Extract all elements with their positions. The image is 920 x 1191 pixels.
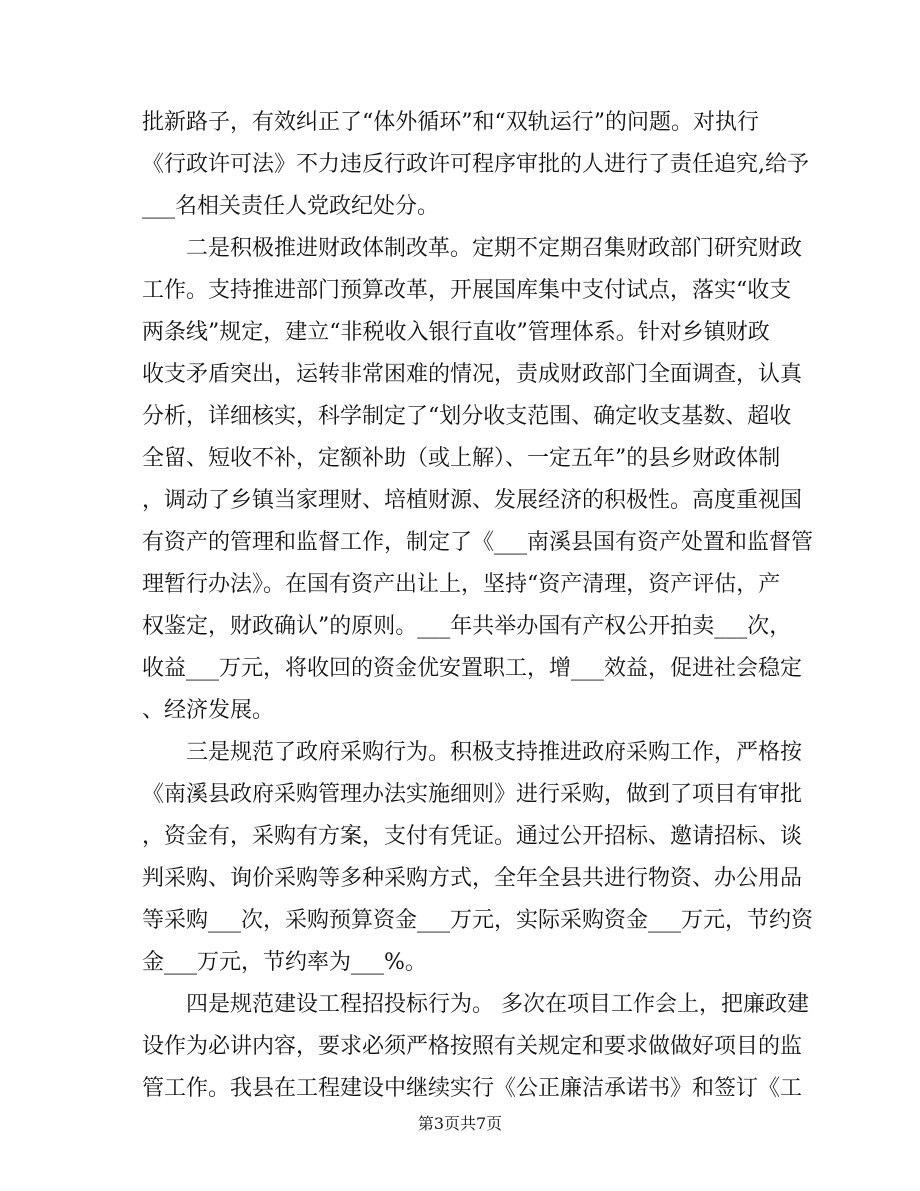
text-line-3: ___名相关责任人党政纪处分。: [142, 194, 440, 219]
text-line-9: 全留、短收不补，定额补助（或上解）、一定五年”的县乡财政体制: [142, 446, 781, 471]
text-line-6: 两条线”规定，建立“非税收入银行直收”管理体系。针对乡镇财政: [142, 320, 770, 345]
text-line-13: 权鉴定，财政确认”的原则。___年共举办国有产权公开拍卖___次，: [142, 614, 792, 639]
text-line-16: 三是规范了政府采购行为。积极支持推进政府采购工作，严格按: [186, 740, 803, 765]
text-line-19: 判采购、询价采购等多种采购方式，全年全县共进行物资、办公用品: [142, 866, 803, 891]
text-line-11: 有资产的管理和监督工作，制定了《___南溪县国有资产处置和监督管: [142, 530, 814, 555]
text-line-14: 收益___万元，将收回的资金优安置职工，增___效益，促进社会稳定: [142, 656, 803, 681]
text-line-17: 《南溪县政府采购管理办法实施细则》进行采购，做到了项目有审批: [142, 782, 803, 807]
text-line-7: 收支矛盾突出，运转非常困难的情况，责成财政部门全面调查，认真: [142, 362, 803, 387]
text-line-8: 分析，详细核实，科学制定了“划分收支范围、确定收支基数、超收: [142, 404, 792, 429]
text-line-22: 四是规范建设工程招投标行为。 多次在项目工作会上，把廉政建: [186, 992, 809, 1017]
text-line-18: ，资金有，采购有方案，支付有凭证。通过公开招标、邀请招标、谈: [142, 824, 803, 849]
text-line-5: 工作。支持推进部门预算改革，开展国库集中支付试点，落实“收支: [142, 278, 792, 303]
text-line-21: 金___万元，节约率为___%。: [142, 950, 427, 975]
text-line-15: 、经济发展。: [142, 698, 275, 723]
text-line-12: 理暂行办法》。在国有资产出让上，坚持“资产清理，资产评估，产: [142, 572, 781, 597]
text-line-20: 等采购___次，采购预算资金___万元，实际采购资金___万元，节约资: [142, 908, 814, 933]
text-line-23: 设作为必讲内容，要求必须严格按照有关规定和要求做做好项目的监: [142, 1034, 803, 1059]
text-line-4: 二是积极推进财政体制改革。定期不定期召集财政部门研究财政: [186, 236, 803, 261]
text-line-1: 批新路子，有效纠正了“体外循环”和“双轨运行”的问题。对执行: [142, 110, 759, 135]
text-line-24: 管工作。我县在工程建设中继续实行《公正廉洁承诺书》和签订《工: [142, 1076, 803, 1101]
text-line-10: ，调动了乡镇当家理财、培植财源、发展经济的积极性。高度重视国: [142, 488, 803, 513]
page-number-footer: 第3页共7页: [417, 1114, 503, 1133]
text-line-2: 《行政许可法》不力违反行政许可程序审批的人进行了责任追究,给予: [142, 152, 809, 177]
